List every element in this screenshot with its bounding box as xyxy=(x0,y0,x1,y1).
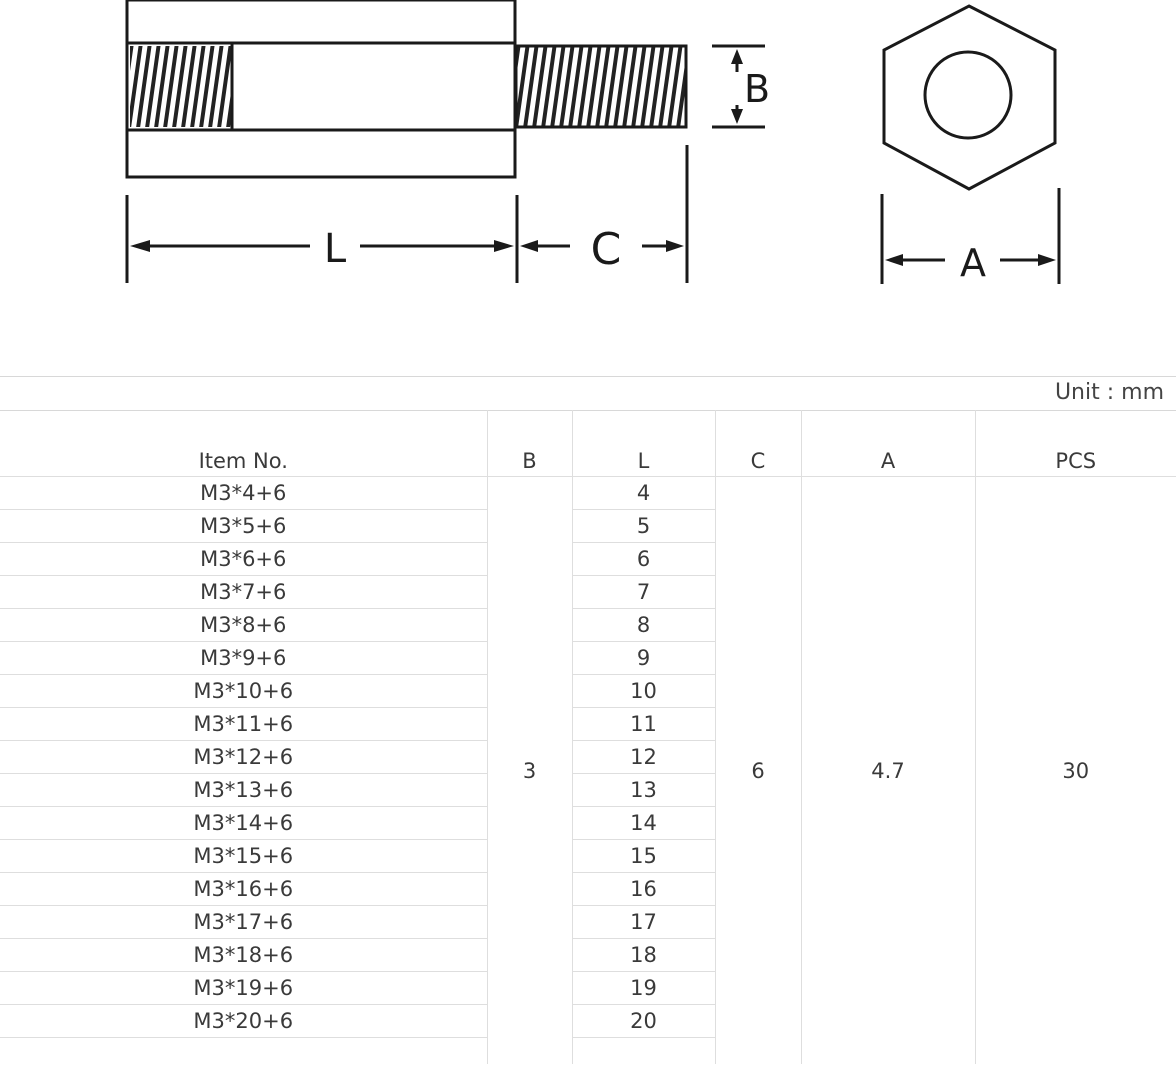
cell-item-no: M3*20+6 xyxy=(0,1005,487,1038)
cell-item-no: M3*7+6 xyxy=(0,576,487,609)
cell-l: 15 xyxy=(572,840,715,873)
cell-item-no: M3*12+6 xyxy=(0,741,487,774)
cell-item-no: M3*4+6 xyxy=(0,477,487,510)
cell-item-no: M3*13+6 xyxy=(0,774,487,807)
cell-item-no: M3*10+6 xyxy=(0,675,487,708)
cell-item-no: M3*5+6 xyxy=(0,510,487,543)
cell-item-no: M3*8+6 xyxy=(0,609,487,642)
cell-l: 4 xyxy=(572,477,715,510)
cell-l: 7 xyxy=(572,576,715,609)
cell-c: 6 xyxy=(715,477,801,1065)
cell-item-no: M3*18+6 xyxy=(0,939,487,972)
cell-l: 16 xyxy=(572,873,715,906)
label-l: L xyxy=(323,226,347,272)
cell-item-no: M3*9+6 xyxy=(0,642,487,675)
header-pcs: PCS xyxy=(975,410,1176,477)
header-c: C xyxy=(715,410,801,477)
cell-pcs: 30 xyxy=(975,477,1176,1065)
header-b: B xyxy=(487,410,572,477)
internal-thread xyxy=(130,46,232,127)
standoff-drawing xyxy=(0,0,1176,370)
cell-item-no: M3*6+6 xyxy=(0,543,487,576)
unit-label: Unit : mm xyxy=(1054,380,1164,405)
header-row xyxy=(0,410,1176,477)
cell-l: 9 xyxy=(572,642,715,675)
unit-row xyxy=(0,376,1176,411)
label-a: A xyxy=(960,241,986,285)
label-b: B xyxy=(743,67,771,111)
cell-l: 20 xyxy=(572,1005,715,1038)
cell-item-no: M3*16+6 xyxy=(0,873,487,906)
cell-item-no: M3*15+6 xyxy=(0,840,487,873)
bore-circle xyxy=(925,52,1011,138)
cell-l: 12 xyxy=(572,741,715,774)
dimension-l xyxy=(127,195,517,283)
cell-l: 19 xyxy=(572,972,715,1005)
cell-empty xyxy=(0,1038,487,1065)
cell-item-no: M3*19+6 xyxy=(0,972,487,1005)
cell-l: 10 xyxy=(572,675,715,708)
cell-l: 5 xyxy=(572,510,715,543)
cell-item-no: M3*11+6 xyxy=(0,708,487,741)
header-item-no: Item No. xyxy=(198,449,288,473)
external-thread xyxy=(516,46,686,127)
table-row xyxy=(0,477,1176,510)
cell-l: 14 xyxy=(572,807,715,840)
cell-a: 4.7 xyxy=(801,477,975,1065)
spec-table xyxy=(0,410,1176,1064)
side-view xyxy=(127,0,686,177)
header-l: L xyxy=(572,410,715,477)
hexagon-outline xyxy=(884,6,1055,189)
cell-item-no: M3*17+6 xyxy=(0,906,487,939)
cell-l: 17 xyxy=(572,906,715,939)
cell-l: 18 xyxy=(572,939,715,972)
cell-l: 8 xyxy=(572,609,715,642)
cell-l: 13 xyxy=(572,774,715,807)
cell-empty xyxy=(572,1038,715,1065)
front-view xyxy=(884,6,1055,189)
label-c: C xyxy=(590,224,622,275)
cell-item-no: M3*14+6 xyxy=(0,807,487,840)
cell-b: 3 xyxy=(487,477,572,1065)
cell-l: 6 xyxy=(572,543,715,576)
cell-l: 11 xyxy=(572,708,715,741)
header-a: A xyxy=(801,410,975,477)
